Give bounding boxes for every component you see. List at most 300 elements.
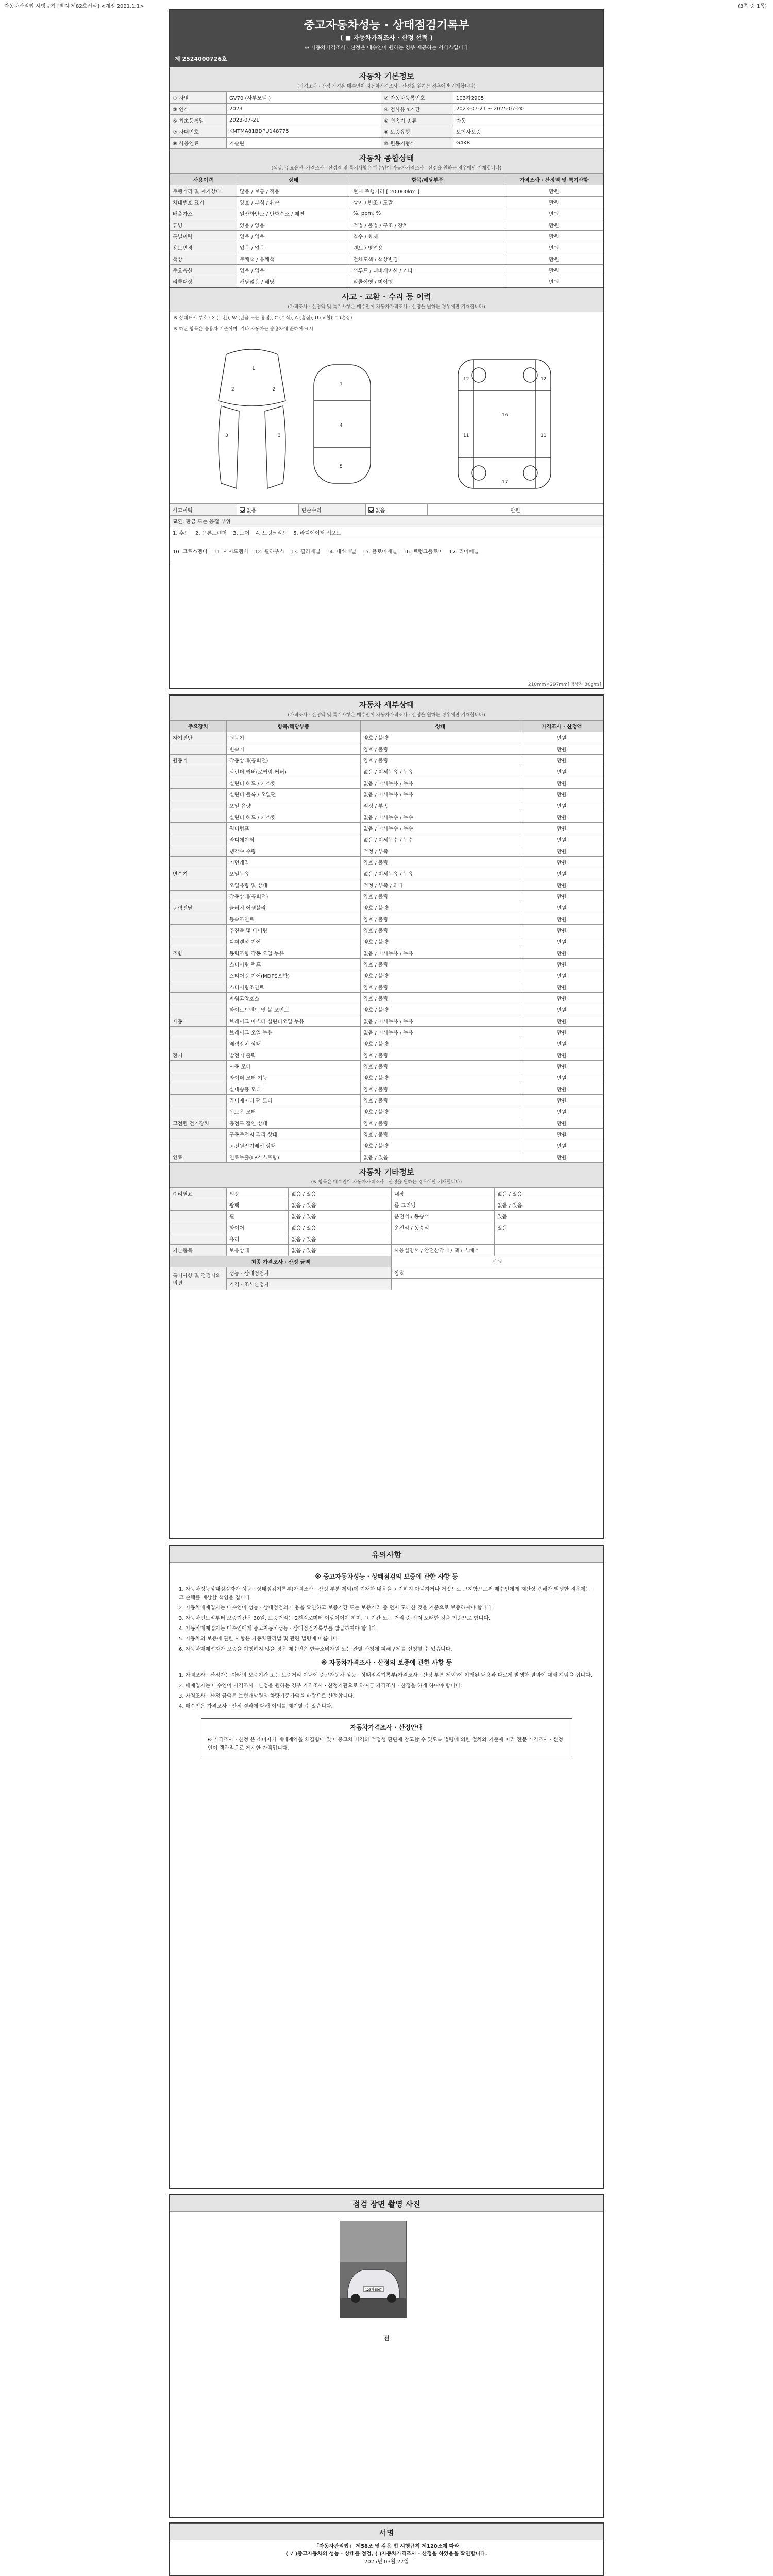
detail-cell: 양호 / 불량 — [361, 913, 520, 925]
detail-cell: 양호 / 불량 — [361, 1140, 520, 1151]
detail-cell — [170, 777, 227, 789]
document-header — [170, 10, 603, 67]
detail-cell: 고전원전기배선 상태 — [227, 1140, 361, 1151]
top-form-label: 자동차관리법 시행규칙 [별지 제82호서식] <개정 2021.1.1> — [4, 4, 144, 9]
car-diagram-area — [170, 334, 603, 504]
inspection-photo — [340, 2221, 407, 2318]
detail-row — [170, 879, 603, 891]
detail-cell: 동력전달 — [170, 902, 227, 913]
notice-item: 2. 자동차매매업자는 매수인이 성능 · 상태점검의 내용을 확인하고 보증기간 또는 보증거리 중 먼저 도래한 것을 기준으로 보증하여야 합니다. — [179, 1605, 494, 1612]
detail-row — [170, 970, 603, 981]
detail-row — [170, 1083, 603, 1095]
overall-cell: 특별이력 — [170, 231, 237, 242]
section-subtitle: (가격조사 · 산정액 및 특기사항은 매수인이 자동차가격조사 · 산정을 원하는 경우에만 기재합니다) — [288, 304, 485, 310]
overall-row — [170, 253, 603, 265]
notice-item: 3. 가격조사 · 산정 금액은 보험개발원의 차량기준가액을 바탕으로 산정합니다. — [179, 1693, 355, 1700]
detail-cell: 커먼레일 — [227, 857, 361, 868]
col-header: 주요장치 — [170, 721, 227, 732]
detail-cell — [170, 1061, 227, 1072]
overall-cell: 있음 / 없음 — [237, 231, 350, 242]
detail-cell: 제동 — [170, 1015, 227, 1027]
overall-cell: 만원 — [505, 253, 603, 265]
detail-cell: 양호 / 불량 — [361, 891, 520, 902]
outer-part: 5. 라디에이터 서포트 — [293, 531, 342, 536]
detail-cell: 만원 — [520, 1061, 603, 1072]
page-5 — [169, 2522, 604, 2576]
detail-row — [170, 902, 603, 913]
detail-cell: 실내송풍 모터 — [227, 1083, 361, 1095]
svg-text:2: 2 — [231, 387, 234, 392]
detail-row — [170, 1038, 603, 1049]
appraisal-guide-title: 자동차가격조사 · 산정안내 — [350, 1724, 423, 1732]
outer-part: 1. 후드 — [173, 531, 190, 536]
svg-text:12: 12 — [541, 377, 547, 382]
detail-row — [170, 1095, 603, 1106]
accident-section — [170, 287, 603, 312]
detail-cell: 양호 / 불량 — [361, 1072, 520, 1083]
frame-part: 15. 플로어패널 — [362, 549, 397, 555]
detail-cell: 파워고압호스 — [227, 993, 361, 1004]
detail-cell: 양호 / 불량 — [361, 925, 520, 936]
detail-cell: 만원 — [520, 902, 603, 913]
other-cell: 있음 — [495, 1222, 603, 1233]
detail-cell — [170, 936, 227, 947]
detail-cell: 만원 — [520, 743, 603, 755]
signature-date: 2025년 03월 27일 — [364, 2559, 409, 2565]
detail-cell — [170, 981, 227, 993]
detail-cell: 양호 / 불량 — [361, 1106, 520, 1117]
detail-cell: 양호 / 불량 — [361, 1038, 520, 1049]
overall-cell: %, ppm, % — [350, 208, 505, 219]
status-legend: ※ 상태표시 부호 : X (교환), W (판금 또는 용접), C (부식), A (흠집), U (요철), T (손상) — [174, 316, 352, 321]
signature-text — [170, 2540, 603, 2566]
detail-cell: 없음 / 미세누유 / 누유 — [361, 766, 520, 777]
detail-row — [170, 789, 603, 800]
notice-item: 4. 매수인은 가격조사 · 산정 결과에 대해 이의를 제기할 수 있습니다. — [179, 1704, 333, 1710]
detail-row — [170, 766, 603, 777]
detail-cell: 연료 — [170, 1151, 227, 1163]
detail-row — [170, 936, 603, 947]
photo-caption: 전 — [383, 2335, 390, 2342]
detail-table — [170, 720, 603, 1163]
basic-row — [170, 115, 603, 126]
frame-part: 13. 필러패널 — [290, 549, 321, 555]
detail-row — [170, 755, 603, 766]
car-photo — [340, 2221, 407, 2318]
detail-cell: 냉각수 수량 — [227, 845, 361, 857]
detail-row — [170, 1129, 603, 1140]
other-cell — [495, 1233, 603, 1245]
detail-cell: 라디에이터 팬 모터 — [227, 1095, 361, 1106]
detail-cell: 와이퍼 모터 기능 — [227, 1072, 361, 1083]
other-row — [170, 1188, 603, 1199]
overall-cell: 있음 / 없음 — [237, 265, 350, 276]
detail-cell: 양호 / 불량 — [361, 1117, 520, 1129]
svg-text:4: 4 — [340, 423, 343, 428]
svg-text:3: 3 — [225, 433, 228, 438]
section-title: 유의사항 — [372, 1550, 401, 1560]
detail-cell: 작동상태(공회전) — [227, 755, 361, 766]
detail-cell — [170, 1095, 227, 1106]
detail-cell: 만원 — [520, 1083, 603, 1095]
other-cell: 기본품목 — [170, 1245, 227, 1256]
detail-cell: 조향 — [170, 947, 227, 959]
detail-cell — [170, 834, 227, 845]
detail-cell — [170, 845, 227, 857]
detail-cell — [170, 1027, 227, 1038]
detail-row — [170, 811, 603, 823]
overall-cell: 해당없음 / 해당 — [237, 276, 350, 287]
detail-cell — [170, 823, 227, 834]
section-subtitle: (※ 항목은 매수인이 자동차가격조사 · 산정을 원하는 경우에만 기재합니다) — [311, 1180, 462, 1185]
detail-row — [170, 1015, 603, 1027]
accident-history-label: 사고이력 — [170, 504, 237, 516]
detail-cell: 만원 — [520, 959, 603, 970]
overall-cell: 선루프 / 내비게이션 / 기타 — [350, 265, 505, 276]
detail-cell: 만원 — [520, 1004, 603, 1015]
basic-field-value: 2023-07-21 — [227, 115, 381, 126]
other-cell: 유리 — [227, 1233, 289, 1245]
overall-cell: 튜닝 — [170, 219, 237, 231]
basic-field-label: ② 자동차등록번호 — [381, 92, 453, 104]
detail-cell: 양호 / 불량 — [361, 857, 520, 868]
detail-cell: 없음 / 미세누유 / 누유 — [361, 777, 520, 789]
appraisal-guide-text: ※ 가격조사 · 산정 은 소비자가 매매계약을 체결함에 있어 중고차 가격의 적정성 판단에 참고할 수 있도록 법령에 의한 절차와 기준에 따라 전문 가격조사 · 산정인이 객관적으로 제시한 가액입니다. — [208, 1737, 563, 1751]
detail-cell — [170, 800, 227, 811]
col-header: 상태 — [237, 174, 350, 185]
accident-price: 만원 — [428, 504, 603, 516]
section-title: 자동차 기타정보 — [359, 1167, 414, 1177]
basic-field-value: 자동 — [453, 115, 603, 126]
detail-cell — [170, 1038, 227, 1049]
overall-row — [170, 208, 603, 219]
section-subtitle: (가격조사 · 산정 가격은 매수인이 자동차가격조사 · 산정을 원하는 경우에만 기재합니다) — [297, 84, 476, 89]
detail-cell: 스티어링 펌프 — [227, 959, 361, 970]
detail-row — [170, 1004, 603, 1015]
detail-row — [170, 913, 603, 925]
top-page-count: (3쪽 중 1쪽) — [738, 4, 767, 9]
detail-row — [170, 993, 603, 1004]
col-header: 사용이력 — [170, 174, 237, 185]
detail-cell: 만원 — [520, 777, 603, 789]
detail-cell — [170, 993, 227, 1004]
overall-cell: 배출가스 — [170, 208, 237, 219]
detail-cell: 만원 — [520, 970, 603, 981]
overall-cell: 현재 주행거리 [ 20,000km ] — [350, 185, 505, 197]
notice-item: 5. 자동차의 보증에 관한 사항은 자동차관리법 및 관련 법령에 따릅니다. — [179, 1636, 340, 1642]
basic-field-label: ① 차명 — [170, 92, 227, 104]
overall-status-table — [170, 174, 603, 287]
detail-cell: 없음 / 미세누유 / 누유 — [361, 1015, 520, 1027]
detail-cell — [170, 970, 227, 981]
detail-cell — [170, 743, 227, 755]
detail-cell: 양호 / 불량 — [361, 1061, 520, 1072]
detail-cell: 만원 — [520, 1151, 603, 1163]
basic-row — [170, 92, 603, 104]
signature-line-2: ( √ )중고자동차의 성능 · 상태를 점검, ( )자동차가격조사 · 산정을 하였음을 확인합니다. — [285, 2551, 488, 2557]
detail-cell: 실린더 헤드 / 개스킷 — [227, 811, 361, 823]
detail-cell: 만원 — [520, 766, 603, 777]
detail-cell: 만원 — [520, 755, 603, 766]
overall-row — [170, 276, 603, 287]
svg-text:11: 11 — [541, 433, 547, 438]
detail-cell: 오일 유량 — [227, 800, 361, 811]
frame-part: 14. 대쉬패널 — [326, 549, 356, 555]
other-row — [170, 1233, 603, 1245]
overall-cell: 만원 — [505, 219, 603, 231]
detail-row — [170, 1061, 603, 1072]
detail-cell: 실린더 헤드 / 개스킷 — [227, 777, 361, 789]
document-note: ※ 자동차가격조사 · 산정은 매수인이 원하는 경우 제공하는 서비스입니다 — [305, 45, 468, 51]
detail-cell — [170, 811, 227, 823]
detail-row — [170, 777, 603, 789]
detail-cell: 양호 / 불량 — [361, 1083, 520, 1095]
detail-cell: 없음 / 미세누수 / 누수 — [361, 811, 520, 823]
detail-cell: 만원 — [520, 936, 603, 947]
appraiser-opinion — [392, 1279, 603, 1290]
other-cell: 내장 — [392, 1188, 495, 1199]
detail-cell: 없음 / 있음 — [361, 1151, 520, 1163]
other-cell: 운전석 / 동승석 — [392, 1222, 495, 1233]
document-title: 중고자동차성능 · 상태점검기록부 — [304, 19, 469, 32]
detail-cell: 없음 / 미세누수 / 누수 — [361, 834, 520, 845]
svg-text:17: 17 — [502, 480, 508, 485]
detail-cell: 스티어링 기어(MDPS포함) — [227, 970, 361, 981]
detail-cell: 연료누출(LP가스포함) — [227, 1151, 361, 1163]
detail-cell: 발전기 출력 — [227, 1049, 361, 1061]
basic-field-value: 2023 — [227, 104, 381, 115]
detail-cell: 만원 — [520, 1027, 603, 1038]
detail-cell: 디퍼렌셜 기어 — [227, 936, 361, 947]
notice-item: 1. 가격조사 · 산정자는 아래의 보증기간 또는 보증거리 이내에 중고자동차 성능 · 상태점검기록부(가격조사 · 산정 부분 제외)에 기재된 내용과 다르게 발생한 결과에 대해 책임을 집니다. — [179, 1673, 592, 1679]
section-title: 사고 · 교환 · 수리 등 이력 — [342, 292, 431, 301]
detail-cell: 만원 — [520, 981, 603, 993]
other-cell: 없음 / 있음 — [289, 1245, 392, 1256]
detail-cell — [170, 1083, 227, 1095]
section-title: 서명 — [379, 2528, 394, 2537]
detail-row — [170, 925, 603, 936]
detail-cell: 워터펌프 — [227, 823, 361, 834]
svg-text:3: 3 — [278, 433, 281, 438]
basic-field-label: ⑨ 사용연료 — [170, 138, 227, 149]
overall-cell: 색상 — [170, 253, 237, 265]
detail-cell: 만원 — [520, 947, 603, 959]
basic-info-section — [170, 67, 603, 92]
basic-row — [170, 138, 603, 149]
overall-cell: 적법 / 불법 / 구조 / 장치 — [350, 219, 505, 231]
detail-cell — [170, 925, 227, 936]
svg-text:11: 11 — [463, 433, 469, 438]
accident-history-table — [170, 504, 603, 564]
frame-part-list — [170, 538, 603, 564]
other-info-section — [170, 1163, 603, 1188]
detail-cell — [170, 1004, 227, 1015]
section-title: 자동차 종합상태 — [359, 154, 414, 163]
detail-cell: 만원 — [520, 1117, 603, 1129]
detail-cell: 만원 — [520, 925, 603, 936]
svg-text:12: 12 — [463, 377, 469, 382]
detail-cell: 적정 / 부족 — [361, 845, 520, 857]
detail-row — [170, 1140, 603, 1151]
other-cell — [170, 1199, 227, 1211]
frame-part: 12. 휠하우스 — [254, 549, 284, 555]
detail-cell: 만원 — [520, 993, 603, 1004]
other-cell — [170, 1233, 227, 1245]
detail-cell: 윈도우 모터 — [227, 1106, 361, 1117]
detail-cell: 만원 — [520, 811, 603, 823]
inspector-label: 성능 · 상태점검자 — [227, 1267, 392, 1279]
detail-cell: 양호 / 불량 — [361, 993, 520, 1004]
detail-cell — [170, 1072, 227, 1083]
overall-cell: 일산화탄소 / 탄화수소 / 매연 — [237, 208, 350, 219]
detail-cell: 적정 / 부족 — [361, 800, 520, 811]
overall-row — [170, 231, 603, 242]
basic-field-value: 2023-07-21 ~ 2025-07-20 — [453, 104, 603, 115]
other-cell: 없음 / 있음 — [289, 1233, 392, 1245]
photo-section — [170, 2195, 603, 2212]
detail-cell: 브레이크 마스터 실린더오일 누유 — [227, 1015, 361, 1027]
special-label: 특기사항 및 점검자의 의견 — [170, 1267, 227, 1290]
other-cell: 타이어 — [227, 1222, 289, 1233]
basic-field-value: KMTMA81BDPU148775 — [227, 126, 381, 138]
detail-cell: 만원 — [520, 1072, 603, 1083]
detail-row — [170, 1106, 603, 1117]
other-row — [170, 1211, 603, 1222]
detail-cell: 만원 — [520, 879, 603, 891]
svg-text:5: 5 — [340, 464, 343, 469]
basic-field-label: ④ 검사유효기간 — [381, 104, 453, 115]
simple-repair-label: 단순수리 — [299, 504, 366, 516]
inspector-opinion: 양호 — [392, 1267, 603, 1279]
detail-cell — [170, 857, 227, 868]
other-cell: 사용설명서 / 안전삼각대 / 잭 / 스패너 — [392, 1245, 495, 1256]
detail-cell: 변속기 — [170, 868, 227, 879]
basic-field-value: GV70 (사부모델 ) — [227, 92, 381, 104]
detail-cell: 만원 — [520, 800, 603, 811]
basic-field-label: ③ 연식 — [170, 104, 227, 115]
section-title: 점검 장면 촬영 사진 — [352, 2199, 421, 2209]
svg-text:2: 2 — [273, 387, 276, 392]
detail-cell: 만원 — [520, 913, 603, 925]
overall-cell: 만원 — [505, 265, 603, 276]
basic-field-label: ⑦ 차대번호 — [170, 126, 227, 138]
detail-cell: 변속기 — [227, 743, 361, 755]
overall-cell: 용도변경 — [170, 242, 237, 253]
overall-cell: 주요옵션 — [170, 265, 237, 276]
frame-part: 11. 사이드멤버 — [213, 549, 248, 555]
svg-text:1: 1 — [252, 366, 255, 371]
overall-cell: 렌트 / 영업용 — [350, 242, 505, 253]
overall-cell: 무채색 / 유채색 — [237, 253, 350, 265]
signature-section — [170, 2523, 603, 2540]
overall-cell: 차대번호 표기 — [170, 197, 237, 208]
overall-cell: 전체도색 / 색상변경 — [350, 253, 505, 265]
overall-row — [170, 265, 603, 276]
outer-part: 4. 트렁크리드 — [256, 531, 288, 536]
detail-cell: 만원 — [520, 845, 603, 857]
detail-cell: 추진축 및 베어링 — [227, 925, 361, 936]
detail-cell: 만원 — [520, 1015, 603, 1027]
overall-cell: 만원 — [505, 197, 603, 208]
overall-cell: 침수 / 화재 — [350, 231, 505, 242]
detail-cell: 양호 / 불량 — [361, 1004, 520, 1015]
other-cell: 없음 / 있음 — [289, 1211, 392, 1222]
detail-cell: 없음 / 미세누유 / 누유 — [361, 947, 520, 959]
detail-cell — [170, 879, 227, 891]
detail-row — [170, 868, 603, 879]
detail-cell: 등속조인트 — [227, 913, 361, 925]
outer-panel-list — [170, 527, 603, 538]
car-outline-right — [265, 406, 285, 488]
basic-row — [170, 104, 603, 115]
other-cell: 있음 — [495, 1211, 603, 1222]
rank-label: 교환, 판금 또는 용접 부위 — [170, 516, 603, 527]
detail-cell: 전기 — [170, 1049, 227, 1061]
detail-cell: 만원 — [520, 1129, 603, 1140]
detail-cell: 만원 — [520, 1038, 603, 1049]
detail-cell: 원동기 — [170, 755, 227, 766]
detail-row — [170, 891, 603, 902]
detail-row — [170, 857, 603, 868]
other-cell: 광택 — [227, 1199, 289, 1211]
notice-subtitle-2: ※ 자동차가격조사 · 산정의 보증에 관한 사항 등 — [321, 1659, 452, 1667]
detail-cell: 작동상태(공회전) — [227, 891, 361, 902]
detail-cell: 없음 / 미세누유 / 누유 — [361, 868, 520, 879]
basic-row — [170, 126, 603, 138]
detail-cell: 오일누유 — [227, 868, 361, 879]
detail-row — [170, 823, 603, 834]
notice-item: 1. 자동차성능상태점검자가 성능 · 상태점검기록부(가격조사 · 산정 부분 제외)에 기재한 내용을 고지하지 아니하거나 거짓으로 고지함으로써 매수인에게 재산상 손해가 발생한 경우에는 그 손해를 배상할 책임을 집니다. — [179, 1587, 591, 1601]
basic-field-label: ⑩ 원동기형식 — [381, 138, 453, 149]
overall-cell: 양호 / 부식 / 훼손 — [237, 197, 350, 208]
detail-cell: 만원 — [520, 891, 603, 902]
detail-cell: 없음 / 미세누유 / 누유 — [361, 789, 520, 800]
basic-field-label: ⑤ 최초등록일 — [170, 115, 227, 126]
overall-cell: 만원 — [505, 185, 603, 197]
detail-cell: 양호 / 불량 — [361, 936, 520, 947]
detail-cell: 양호 / 불량 — [361, 981, 520, 993]
col-header: 가격조사 · 산정액 및 특기사항 — [505, 174, 603, 185]
svg-text:123가4567: 123가4567 — [365, 2288, 382, 2292]
notice-item: 3. 자동차인도일부터 보증기간은 30일, 보증거리는 2천킬로미터 이상이어야 하며, 그 기간 또는 거리 중 먼저 도래한 것을 기준으로 합니다. — [179, 1616, 491, 1622]
overall-cell: 만원 — [505, 208, 603, 219]
other-cell: 없음 / 있음 — [495, 1188, 603, 1199]
detail-row — [170, 947, 603, 959]
detail-cell: 자기진단 — [170, 732, 227, 743]
basic-field-value: 가솔린 — [227, 138, 381, 149]
document-number: 제 2524000726호 — [175, 56, 227, 62]
col-header: 상태 — [361, 721, 520, 732]
detail-cell — [170, 766, 227, 777]
detail-cell: 만원 — [520, 834, 603, 845]
page-footer: 210mm×297mm[백상지 80g/㎡] — [528, 682, 601, 687]
overall-cell: 만원 — [505, 231, 603, 242]
notice-item: 2. 매매업자는 매수인이 가격조사 · 산정을 원하는 경우 가격조사 · 산정기관으로 하여금 가격조사 · 산정을 하게 하여야 합니다. — [179, 1683, 462, 1689]
col-header: 항목/해당부품 — [227, 721, 361, 732]
detail-cell: 구동축전지 격리 상태 — [227, 1129, 361, 1140]
car-frame-view — [458, 360, 551, 488]
other-cell: 없음 / 있음 — [289, 1222, 392, 1233]
detail-cell — [170, 1129, 227, 1140]
other-cell: 수리필요 — [170, 1188, 227, 1199]
notice-item: 4. 자동차매매업자는 매수인에게 중고자동차성능 · 상태점검기록부를 발급하여야 합니다. — [179, 1626, 378, 1632]
notice-section — [170, 1546, 603, 1563]
detail-cell — [170, 789, 227, 800]
detail-section — [170, 696, 603, 720]
basic-field-value: 103하2905 — [453, 92, 603, 104]
overall-cell: 만원 — [505, 276, 603, 287]
detail-cell: 만원 — [520, 868, 603, 879]
